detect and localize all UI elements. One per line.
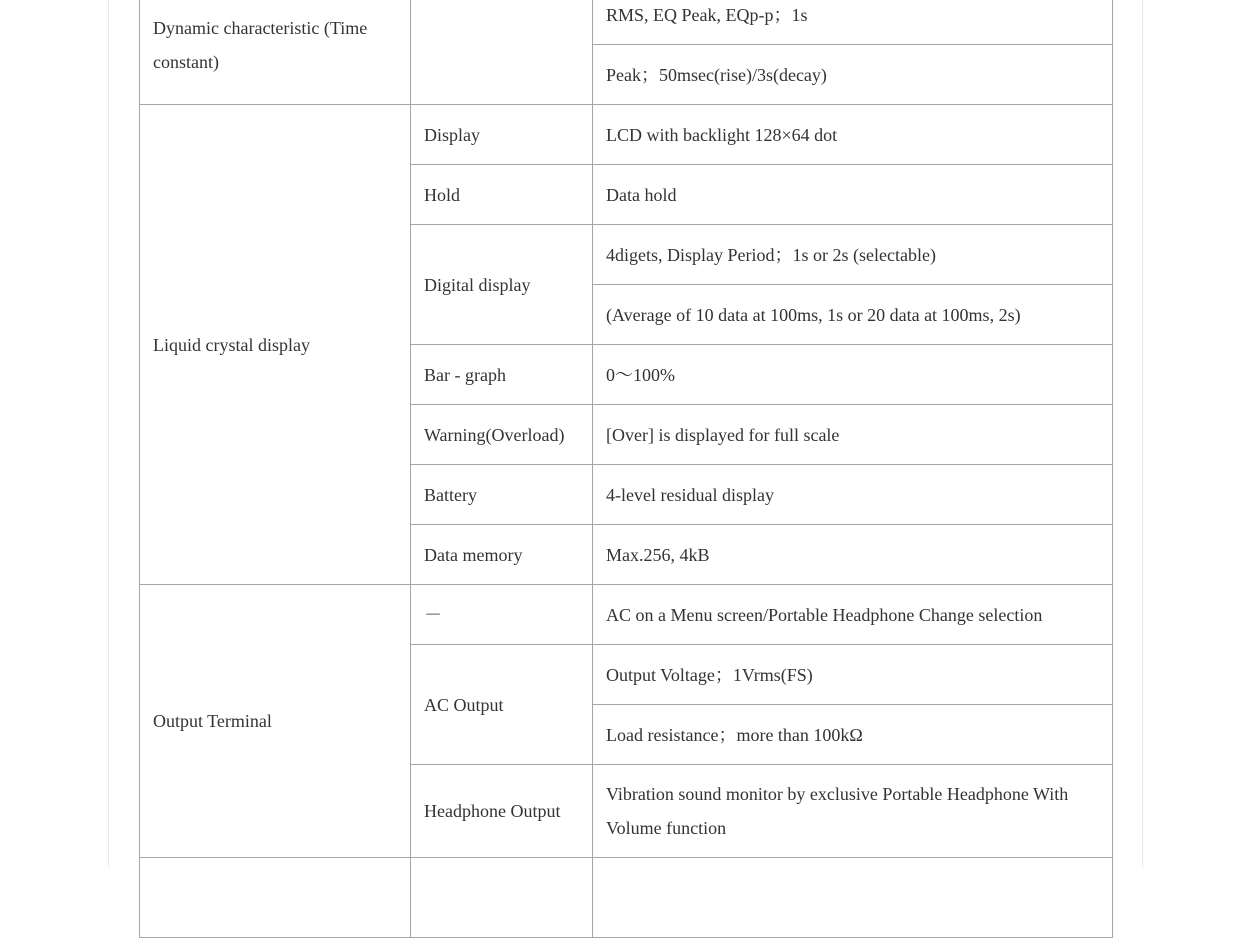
row-sublabel-dash: － [411, 585, 593, 645]
row-label-dynamic-characteristic: Dynamic characteristic (Time constant) [140, 0, 411, 105]
row-label-liquid-crystal-display: Liquid crystal display [140, 105, 411, 585]
row-value: Peak；50msec(rise)/3s(decay) [593, 45, 1113, 105]
row-value: 4-level residual display [593, 465, 1113, 525]
row-sublabel-display: Display [411, 105, 593, 165]
row-value: [Over] is displayed for full scale [593, 405, 1113, 465]
table-row [140, 0, 1113, 45]
row-sublabel-digital-display: Digital display [411, 225, 593, 345]
row-sublabel-data-memory: Data memory [411, 525, 593, 585]
row-value: 0～100% [593, 345, 1113, 405]
row-sublabel-ac-output: AC Output [411, 645, 593, 765]
table-row [140, 105, 1113, 165]
row-sublabel-headphone-output: Headphone Output [411, 765, 593, 858]
row-value: 4digets, Display Period；1s or 2s (selectable) [593, 225, 1113, 285]
row-sublabel-bar-graph: Bar - graph [411, 345, 593, 405]
row-value: LCD with backlight 128×64 dot [593, 105, 1113, 165]
row-value: Load resistance；more than 100kΩ [593, 705, 1113, 765]
row-value: AC on a Menu screen/Portable Headphone Change selection [593, 585, 1113, 645]
row-value: Vibration sound monitor by exclusive Portable Headphone With Volume function [593, 765, 1113, 858]
row-sublabel-hold: Hold [411, 165, 593, 225]
row-value: Max.256, 4kB [593, 525, 1113, 585]
row-label-next [140, 858, 411, 938]
table-row [140, 858, 1113, 938]
row-value-next [593, 858, 1113, 938]
specification-table [139, 0, 1113, 938]
row-sublabel-empty [411, 0, 593, 105]
row-sublabel-next [411, 858, 593, 938]
row-sublabel-battery: Battery [411, 465, 593, 525]
row-value: (Average of 10 data at 100ms, 1s or 20 data at 100ms, 2s) [593, 285, 1113, 345]
row-label-output-terminal: Output Terminal [140, 585, 411, 858]
row-value: RMS, EQ Peak, EQp-p；1s [593, 0, 1113, 45]
row-value: Output Voltage；1Vrms(FS) [593, 645, 1113, 705]
row-value: Data hold [593, 165, 1113, 225]
row-sublabel-warning-overload: Warning(Overload) [411, 405, 593, 465]
table-row [140, 585, 1113, 645]
